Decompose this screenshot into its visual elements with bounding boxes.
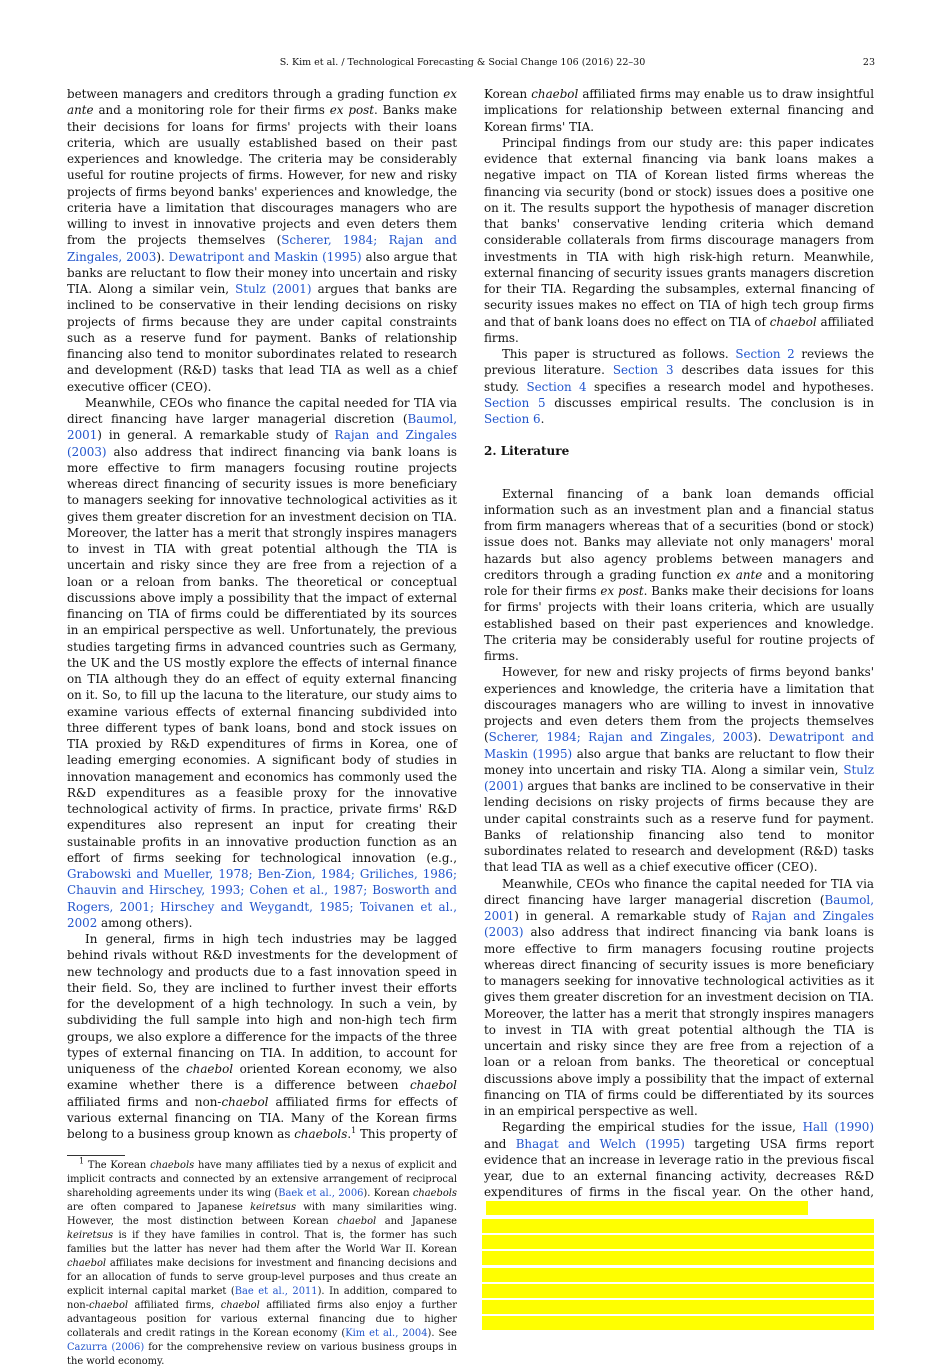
citation-link[interactable]: Rajan and Zingales (2003) [67,428,457,459]
italic-term: chaebol [337,1216,377,1228]
highlight-line [482,1235,874,1249]
running-head: S. Kim et al. / Technological Forecasting & Social Change 106 (2016) 22–30 [279,57,646,68]
citation-link[interactable]: Scherer, 1984; Rajan and Zingales, 2003 [67,233,458,264]
italic-term: chaebols [294,1127,348,1141]
text-run: for the comprehensive review on various business groups in the world economy. [67,1342,457,1368]
italic-term: chaebols [150,1160,195,1172]
text-run: also argue that banks are reluctant to flow their money into uncertain and risky TIA. Along a similar vein, [67,249,457,296]
paragraph [484,664,874,875]
citation-link[interactable]: Dewatripont and Maskin (1995) [168,249,362,264]
text-run: and [484,1136,516,1151]
citation-link[interactable]: Baek et al., 2006 [278,1188,364,1200]
text-run: also argue that banks are reluctant to flow their money into uncertain and risky TIA. Along a similar vein, [484,746,874,777]
paragraph [484,876,874,1120]
citation-link[interactable]: Bae et al., 2011 [234,1286,318,1298]
text-run: ) in general. A remarkable study of [514,909,752,923]
text-run: ). [156,249,169,264]
text-run: External financing of a bank loan demands official information such as an investment plan and a financial status from firm managers whereas that of a securities (bond or stock) issue does not. Banks may alleviate not only managers' moral hazards but also agency problems between managers and creditors through a grading function [484,486,874,582]
highlight-inline [486,1201,808,1215]
italic-term: ex post [600,584,644,598]
text-run: oriented Korean economy, we also examine whether there is a difference between [67,1062,457,1093]
text-run: affiliated firms and non- [67,1094,222,1109]
citation-link[interactable]: Section 6 [484,412,541,426]
text-run: specifies a research model and hypotheses. [586,379,874,394]
text-run: affiliated firms may enable us to draw insightful implications for relationship between external financing and Korean firms' TIA. [484,87,874,134]
text-run: In general, firms in high tech industries may be lagged behind rivals without R&D investments for the development of new technology and products due to a fast innovation speed in their field. So, they are inclined to further invest their efforts for the development of a high technology. In such a vein, by subdividing the full sample into high and non-high tech firm groups, we also explore a difference for the impacts of the three types of external financing on TIA. In addition, to account for uniqueness of the [67,932,457,1076]
italic-term: chaebol [531,87,579,101]
citation-link[interactable]: Grabowski and Mueller, 1978; Ben-Zion, 1984; Griliches, 1986; Chauvin and Hirschey, 1993; Cohen et al., 1987; Bosworth and Rogers, 2001; Hirschey and Weygandt, 1985; Toivanen et al., 2002 [67,867,457,930]
text-run: with many similarities wing. However, the most distinction between Korean [67,1202,458,1228]
page-number: 23 [862,57,875,68]
text-run: argues that banks are inclined to be conservative in their lending decisions on risky projects of firms because they are under capital constraints such as a reserve fund for payment. Banks of relationship financing also tend to monitor subordinates related to research and development (R&D) tasks that lead TIA as well as a chief executive officer (CEO). [484,779,874,875]
italic-term: chaebol [409,1078,457,1093]
italic-term: ex ante [716,567,763,582]
text-run: Meanwhile, CEOs who finance the capital needed for TIA via direct financing have larger managerial discretion ( [67,395,457,426]
text-run: are often compared to Japanese [67,1202,251,1214]
italic-term: chaebol [221,1094,269,1109]
text-run: have many affiliates tied by a nexus of explicit and implicit contracts and connected by an extensive arrangement of reciprocal shareholding agreements under its wing ( [67,1160,458,1200]
citation-link[interactable]: Rajan and Zingales (2003) [484,909,874,940]
citation-link[interactable]: Bhagat and Welch (1995) [515,1136,685,1151]
text-run: The Korean [84,1160,151,1172]
text-run: ). Korean [363,1188,413,1200]
text-run: This paper is structured as follows. [502,347,736,361]
citation-link[interactable]: Stulz (2001) [484,762,874,793]
left-column [67,86,457,1369]
footnote-marker[interactable]: 1 [351,1126,357,1136]
footnote [67,1156,458,1369]
text-run: Principal findings from our study are: this paper indicates evidence that external financing via bank loans makes a negative impact on TIA of Korean listed firms whereas the financing via security (bond or stock) issues does a positive one on it. The results support the hypothesis of manager discretion that banks' conservative lending criteria which demand considerable collaterals from firms discourage managers from investments in TIA with high risk-high return. Meanwhile, external financing of security issues grants managers discretion for their TIA. Regarding the subsamples, external financing of security issues makes no effect on TIA of high tech group firms and that of bank loans does no effect on TIA of [484,135,874,329]
italic-term: chaebol [220,1300,260,1312]
paragraph [484,346,874,427]
citation-link[interactable]: Cazurra (2006) [67,1342,145,1354]
text-run: This property of [356,1127,457,1141]
paragraph [67,395,457,931]
text-run: . Banks make their decisions for loans for firms' projects with their loans criteria, which are usually established based on their past experiences and knowledge. The criteria may be considerably useful for routine projects of firms. [484,584,874,663]
text-run: argues that banks are inclined to be conservative in their lending decisions on risky projects of firms because they are under capital constraints such as a reserve fund for payment. Banks of relationship financing also tend to monitor subordinates related to research and development (R&D) tasks that lead TIA as well as a chief executive officer (CEO). [67,282,457,394]
paragraph [484,86,874,135]
highlight-line [482,1300,874,1314]
paragraph [67,931,457,1142]
text-run: affiliated firms. [484,314,874,345]
citation-link[interactable]: Hall (1990) [802,1120,874,1135]
text-run: among others). [97,915,193,930]
italic-term: chaebol [67,1258,107,1270]
citation-link[interactable]: Stulz (2001) [235,282,312,296]
citation-link[interactable]: Dewatripont and Maskin (1995) [484,730,875,761]
italic-term: keiretsus [67,1230,114,1242]
paragraph [67,86,457,395]
footnote-divider [67,1155,125,1156]
italic-term: chaebols [412,1188,457,1200]
italic-term: chaebol [186,1062,234,1076]
citation-link[interactable]: Section 4 [526,379,587,394]
text-run: targeting USA firms report evidence that an increase in leverage ratio in the previous fiscal year, due to an external financing activity, decreases R&D expenditures of firms in the fiscal year. On the other hand, [484,1136,874,1200]
text-run: also address that indirect financing via bank loans is more effective to firm managers focusing routine projects whereas direct financing of security issues is more beneficiary to managers seeking for innovative technological activities as it gives them greater discretion for an investment decision on TIA. Moreover, the latter has a merit that strongly inspires managers to invest in TIA with great potential although the TIA is uncertain and risky since they are free from a rejection of a loan or a reloan from banks. The theoretical or conceptual discussions above imply a possibility that the impact of external financing on TIA of firms could be differentiated by its sources in an empirical perspective as well. Unfortunately, the previous studies targeting firms in advanced countries such as Germany, the UK and the US mostly explore the effects of internal finance on TIA although they do an effect of equity external financing on it. So, to fill up the lacuna to the literature, our study aims to examine various effects of external financing subdivided into three different types of bank loans, bond and stock issues on TIA proxied by R&D expenditures of firms in Korea, one of leading emerging economies. A significant body of studies in innovation management and economics has commonly used the R&D expenditures as a feasible proxy for the innovative technological activity of firms. In practice, private firms' R&D expenditures also represent an input for creating their sustainable profits in an innovative production function as an effort of firms seeking for technological innovation (e.g., [67,444,457,865]
text-run: and a monitoring role for their firms [93,103,330,118]
italic-term: ex post [329,103,374,118]
paragraph [484,486,874,665]
citation-link[interactable]: Section 3 [612,363,674,378]
text-run: affiliated firms also enjoy a further advantageous position for various external financing due to higher collaterals and credit ratings in the Korean economy ( [67,1300,457,1340]
text-run: Regarding the empirical studies for the issue, [502,1120,803,1135]
text-run: ). [753,730,769,745]
text-run: describes data issues for this study. [484,363,874,394]
section-heading: 2. Literature [484,444,570,459]
text-run: ) in general. A remarkable study of [97,428,335,443]
text-run: and Japanese [376,1216,457,1228]
highlight-line [482,1316,874,1330]
text-run: and a monitoring role for their firms [484,567,874,598]
citation-link[interactable]: Section 5 [484,395,546,410]
paragraph [484,135,874,346]
highlight-line [482,1268,874,1282]
citation-link[interactable]: Kim et al., 2004 [345,1328,428,1340]
text-run: between managers and creditors through a grading function [67,87,444,101]
highlight-line [482,1219,874,1233]
redaction-highlight [484,1219,874,1331]
text-run: reviews the previous literature. [484,347,875,378]
text-run: . [347,1127,352,1141]
paragraph [484,1119,874,1217]
text-run: is if they have families in control. That is, the former has such families but the latter has never had them after the World War II. Korean [67,1230,457,1256]
italic-term: ex ante [67,87,457,118]
text-run: affiliated firms, [128,1300,221,1312]
highlight-line [482,1251,874,1265]
text-run: Korean [484,87,532,101]
text-run: Meanwhile, CEOs who finance the capital needed for TIA via direct financing have larger managerial discretion ( [484,876,874,907]
citation-link[interactable]: Baumol, 2001 [67,412,457,443]
text-run: . [540,412,545,426]
text-run: . Banks make their decisions for loans for firms' projects with their loans criteria, which are usually established based on their past experiences and knowledge. The criteria may be considerably useful for routine projects of firms. However, for new and risky projects of firms beyond banks' experiences and knowledge, the criteria have a limitation that discourages managers who are willing to invest in innovative projects and even deters them from the projects themselves ( [67,103,457,248]
citation-link[interactable]: Scherer, 1984; Rajan and Zingales, 2003 [488,730,754,745]
citation-link[interactable]: Baumol, 2001 [484,892,874,923]
italic-term: chaebol [769,314,817,329]
text-run: also address that indirect financing via bank loans is more effective to firm managers focusing routine projects whereas direct financing of security issues is more beneficiary to managers seeking for innovative technological activities as it gives them greater discretion for an investment decision on TIA. Moreover, the latter has a merit that strongly inspires managers to invest in TIA with great potential although the TIA is uncertain and risky since they are free from a rejection of a loan or a reloan from banks. The theoretical or conceptual discussions above imply a possibility that the impact of external financing on TIA of firms could be differentiated by its sources in an empirical perspective as well. [484,925,874,1118]
text-run: However, for new and risky projects of firms beyond banks' experiences and knowledge, the criteria have a limitation that discourages managers who are willing to invest in innovative projects and even deters them from the projects themselves ( [484,665,874,745]
italic-term: keiretsus [250,1202,297,1214]
text-run: discusses empirical results. The conclusion is in [545,395,874,410]
highlight-line [482,1284,874,1298]
italic-term: chaebol [89,1300,129,1312]
text-run: affiliates make decisions for investment and financing decisions and for an allocation of funds to serve group-level purposes and thus create an explicit internal capital market ( [67,1258,457,1298]
text-run: affiliated firms for effects of various external financing on TIA. Many of the Korean firms belong to a business group known as [67,1094,457,1141]
right-column [484,86,874,1333]
text-run: ). See [427,1328,457,1340]
text-run: ). In addition, compared to non- [67,1286,457,1312]
footnote-marker[interactable]: 1 [79,1156,85,1166]
citation-link[interactable]: Section 2 [735,347,795,361]
